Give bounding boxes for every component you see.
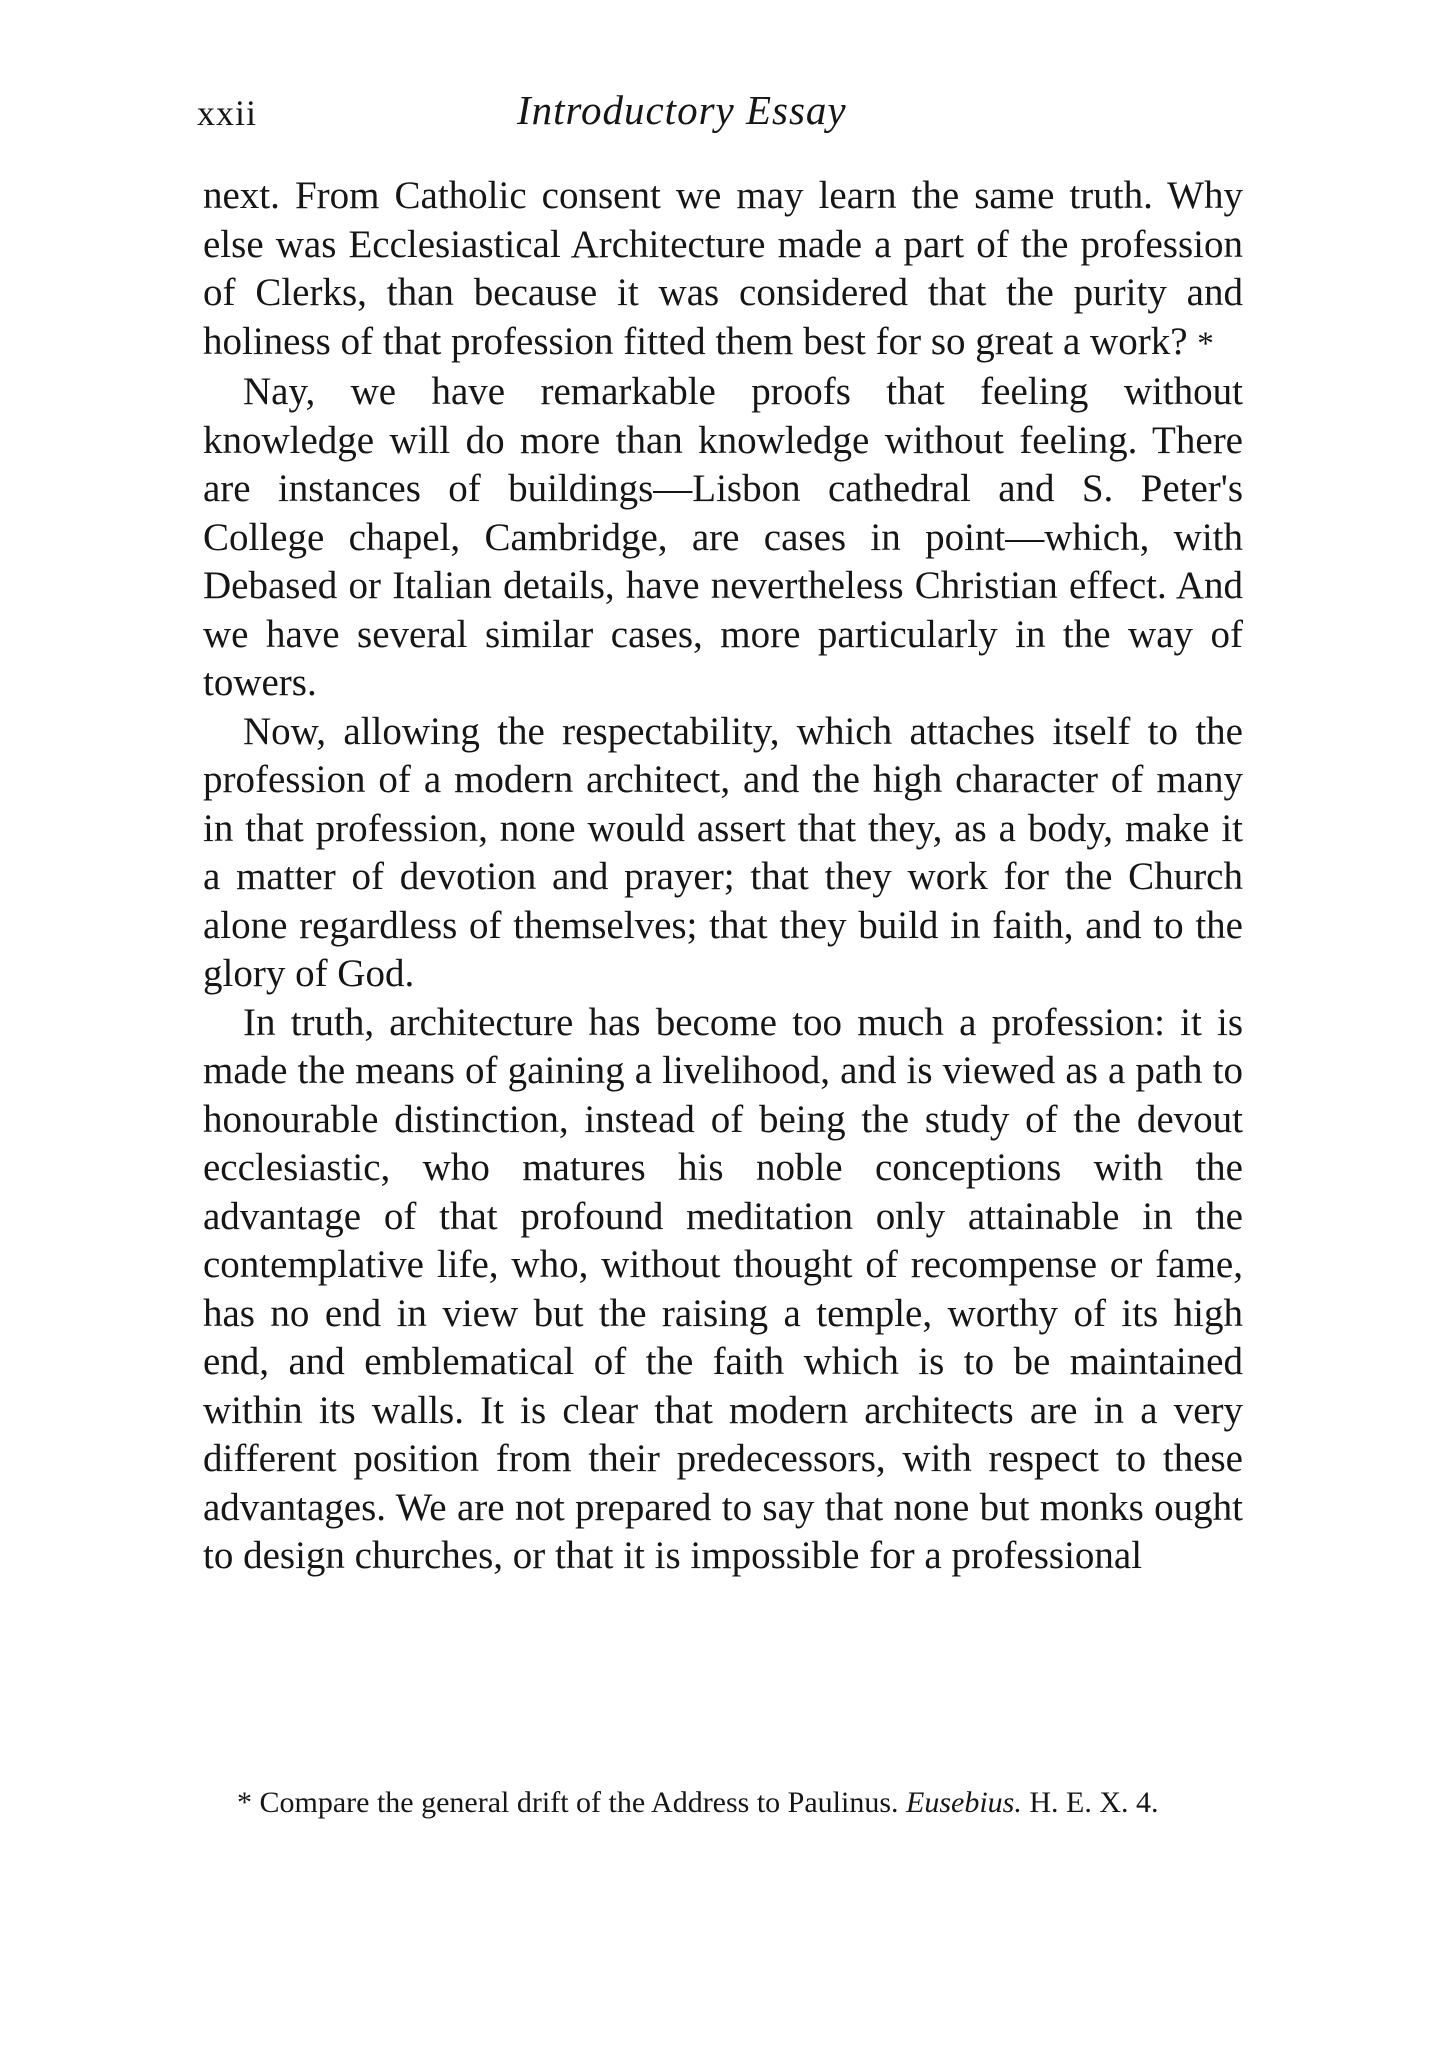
page-number: xxii: [197, 93, 258, 133]
paragraph: [203, 172, 1243, 368]
paragraph-text: next. From Catholic consent we may learn the same truth. Why else was Ecclesiastical Architecture made a part of the profession of Clerks, than because it was considered that the purity and holiness of that profession fitted them best for so great a work?: [203, 174, 1243, 363]
body-text: [203, 172, 1243, 1581]
running-head: Introductory Essay: [517, 87, 847, 133]
footnote-reference: *: [1197, 324, 1214, 362]
footnote-source: Eusebius.: [906, 1786, 1022, 1819]
paragraph: Nay, we have remarkable proofs that feeling without knowledge will do more than knowledge without feeling. There are instances of buildings—Lisbon cathedral and S. Peter's College chapel, Cambridge, are cases in point—which, with Debased or Italian details, have nevertheless Christian effect. And we have several similar cases, more particularly in the way of towers.: [203, 370, 1243, 704]
footnote-marker: *: [237, 1786, 252, 1819]
footnote-text: Compare the general drift of the Address to Paulinus.: [259, 1786, 899, 1819]
page-header: [197, 82, 1237, 152]
paragraph: Now, allowing the respectability, which attaches itself to the profession of a modern architect, and the high character of many in that profession, none would assert that they, as a body, make it a matter of devotion and prayer; that they work for the Church alone regardless of themselves; that they build in faith, and to the glory of God.: [203, 709, 1243, 995]
paragraph: In truth, architecture has become too much a profession: it is made the means of gaining a livelihood, and is viewed as a path to honourable distinction, instead of being the study of the devout ecclesiastic, who matures his noble conceptions with the advantage of that profound meditation only attainable in the contemplative life, who, without thought of recompense or fame, has no end in view but the raising a temple, worthy of its high end, and emblematical of the faith which is to be maintained within its walls. It is clear that modern architects are in a very different position from their predecessors, with respect to these advantages. We are not prepared to say that none but monks ought to design churches, or that it is impossible for a professional: [203, 1000, 1243, 1577]
footnote: [213, 1785, 1248, 1821]
footnote-citation: H. E. X. 4.: [1029, 1786, 1159, 1819]
